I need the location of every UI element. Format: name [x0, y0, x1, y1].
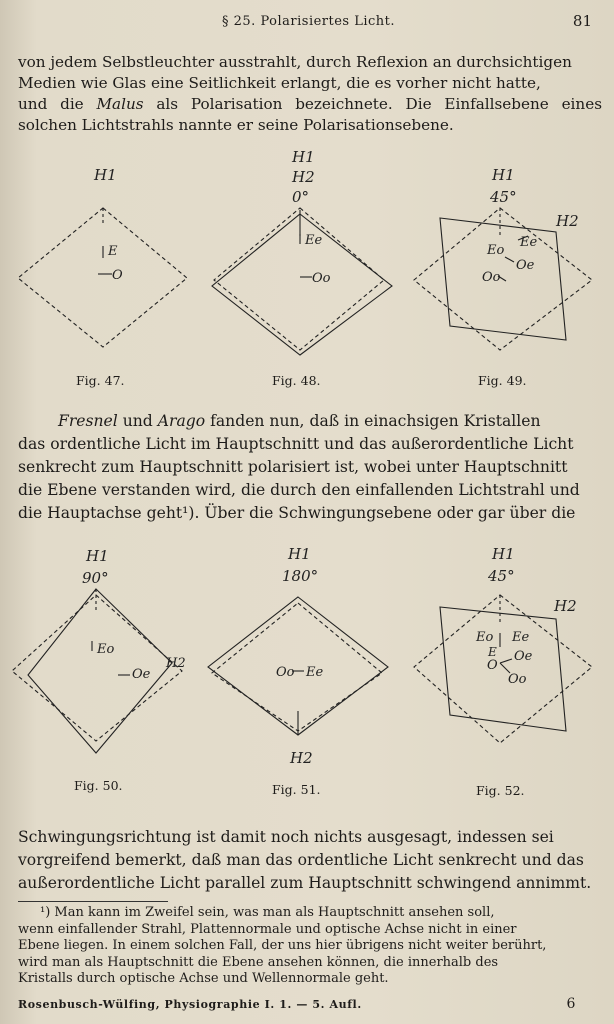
text-line: und die Malus als Polarisation bezeichnete. Die Einfallsebene eines — [18, 95, 602, 113]
fig49-label-oo: Oo — [482, 270, 501, 285]
footnote-line: Kristalls durch optische Achse und Wellennormale geht. — [18, 971, 389, 986]
running-header — [0, 14, 614, 36]
fig50-label-h1: H1 — [86, 547, 109, 565]
fig51-caption: Fig. 51. — [272, 782, 321, 797]
fig48-diagram — [212, 208, 392, 355]
fig50-label-angle: 90° — [82, 569, 109, 587]
fig48-dashed-square — [214, 208, 384, 350]
fig49-label-h1: H1 — [492, 166, 515, 184]
text-line: außerordentliche Licht parallel zum Hauptschnitt schwingend annimmt. — [18, 874, 592, 892]
fig51-diagram — [208, 597, 388, 735]
name-arago: Arago — [157, 412, 206, 430]
fig50-caption: Fig. 50. — [74, 778, 123, 793]
text-line: vorgreifend bemerkt, daß man das ordentliche Licht senkrecht und das — [18, 851, 584, 869]
fig49-label-h2: H2 — [556, 212, 579, 230]
fig48-caption: Fig. 48. — [272, 373, 321, 388]
footnote-rule — [18, 901, 168, 902]
fig52-label-eo: Eo — [476, 630, 494, 645]
fig51-label-h1: H1 — [288, 545, 311, 563]
fig50-label-oe: Oe — [132, 667, 151, 682]
text-line: das ordentliche Licht im Hauptschnitt und das außerordentliche Licht — [18, 435, 574, 453]
fig50-diagram — [12, 589, 182, 753]
fig50-dashed-square — [12, 595, 182, 741]
name-malus: Malus — [96, 95, 144, 113]
footnote-line: ¹) Man kann im Zweifel sein, was man als Hauptschnitt ansehen soll, — [40, 905, 495, 920]
figures-row-1 — [0, 140, 614, 395]
fig52-diagram — [414, 595, 592, 743]
footer — [18, 998, 604, 1011]
fig48-label-angle: 0° — [292, 188, 310, 206]
text-line: Fresnel und Arago fanden nun, daß in einachsigen Kristallen — [58, 412, 541, 430]
fig49-caption: Fig. 49. — [478, 373, 527, 388]
fig50-solid-square — [28, 589, 172, 753]
fig50-label-h2: H2 — [166, 656, 186, 671]
sheet-number: 6 — [566, 996, 576, 1012]
fig49-label-eo: Eo — [487, 243, 505, 258]
figures-row-1-drawing — [0, 140, 614, 395]
fig52-label-o: O — [487, 658, 498, 673]
text-line: Medien wie Glas eine Seitlichkeit erlangt, die es vorher nicht hatte, — [18, 74, 541, 92]
text-line: die Hauptachse geht¹). Über die Schwingungsebene oder gar über die — [18, 504, 576, 522]
fig49-arrow-eo — [505, 257, 514, 262]
fig48-solid-square — [212, 214, 392, 355]
figures-row-2-drawing — [0, 535, 614, 805]
fig48-label-ee: Ee — [305, 233, 323, 248]
name-fresnel: Fresnel — [58, 412, 118, 430]
fig51-label-ee: Ee — [306, 665, 324, 680]
text-line: Schwingungsrichtung ist damit noch nichts ausgesagt, indessen sei — [18, 828, 554, 846]
fig47-diagram — [18, 208, 187, 347]
footnote-line: wenn einfallender Strahl, Plattennormale und optische Achse nicht in einer — [18, 921, 517, 937]
page-number: 81 — [572, 12, 592, 30]
text-line: von jedem Selbstleuchter ausstrahlt, durch Reflexion an durchsichtigen — [18, 53, 572, 71]
fig52-label-oo: Oo — [508, 672, 527, 687]
fig50-label-eo: Eo — [97, 642, 115, 657]
fig49-label-oe: Oe — [516, 258, 535, 273]
text-line: solchen Lichtstrahls nannte er seine Polarisationsebene. — [18, 116, 454, 134]
fig48-label-oo: Oo — [312, 271, 331, 286]
figures-row-2 — [0, 535, 614, 805]
fig47-dashed-square — [18, 208, 187, 347]
fig48-label-h2: H2 — [292, 168, 315, 186]
fig47-caption: Fig. 47. — [76, 373, 125, 388]
fig51-label-oo: Oo — [276, 665, 295, 680]
fig47-label-h1: H1 — [94, 166, 117, 184]
fig51-label-h2: H2 — [290, 749, 313, 767]
fig51-label-angle: 180° — [282, 567, 319, 585]
paragraph-2 — [18, 410, 604, 525]
fig47-label-e: E — [108, 244, 118, 259]
fig47-label-o: O — [112, 268, 123, 283]
footnote-line: wird man als Hauptschnitt die Ebene ansehen können, die innerhalb des — [18, 954, 499, 970]
fig51-dashed-square — [212, 603, 382, 731]
fig52-solid-square — [440, 607, 566, 731]
fig52-label-h1: H1 — [492, 545, 515, 563]
paragraph-3 — [18, 826, 604, 895]
fig49-label-ee: Ee — [520, 235, 538, 250]
footnote — [18, 905, 604, 988]
text-line: senkrecht zum Hauptschnitt polarisiert ist, wobei unter Hauptschnitt — [18, 458, 568, 476]
fig52-label-e: E — [488, 645, 497, 659]
fig52-label-angle: 45° — [488, 567, 515, 585]
fig48-label-h1: H1 — [292, 148, 315, 166]
fig49-label-angle: 45° — [490, 188, 517, 206]
fig52-label-ee: Ee — [512, 630, 530, 645]
intro-paragraph — [18, 52, 602, 136]
section-title: § 25. Polarisiertes Licht. — [222, 14, 396, 29]
signature-line: Rosenbusch-Wülfing, Physiographie I. 1. — 5. Aufl. — [18, 998, 362, 1011]
fig52-caption: Fig. 52. — [476, 783, 525, 798]
fig52-label-oe: Oe — [514, 649, 533, 664]
text-line: die Ebene verstanden wird, die durch den einfallenden Lichtstrahl und — [18, 481, 580, 499]
fig52-label-h2: H2 — [554, 597, 577, 615]
footnote-line: Ebene liegen. In einem solchen Fall, der uns hier übrigens nicht weiter berührt, — [18, 938, 547, 953]
fig52-arrow-oe — [500, 659, 512, 663]
